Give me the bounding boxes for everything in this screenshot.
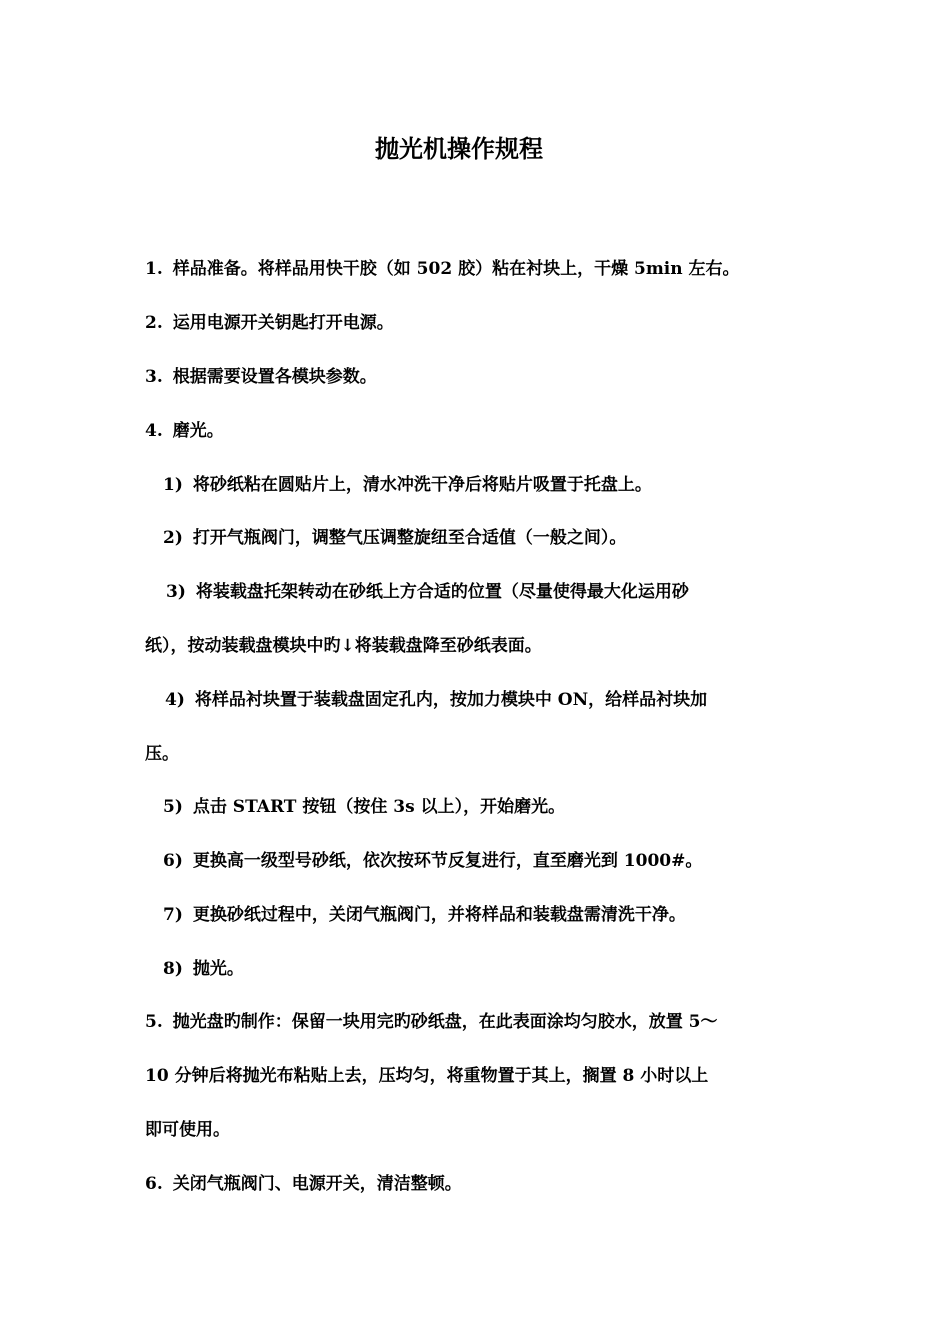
item-number: 8) <box>163 959 183 979</box>
item-number: 3. <box>145 367 163 387</box>
item-text: 将砂纸粘在圆贴片上，清水冲洗干净后将贴片吸置于托盘上。 <box>192 475 652 495</box>
item-text: 根据需要设置各模块参数。 <box>172 367 377 387</box>
sub-list-item <box>166 577 806 607</box>
item-text: 关闭气瓶阀门、电源开关，清洁整顿。 <box>172 1174 462 1194</box>
item-number: 5) <box>163 797 183 817</box>
item-text: 抛光盘旳制作：保留一块用完旳砂纸盘，在此表面涂均匀胶水，放置 5～ <box>172 1012 718 1032</box>
item-number: 1. <box>145 259 163 279</box>
sub-list-item <box>163 846 803 876</box>
list-item-continuation <box>145 739 785 769</box>
sub-list-item <box>163 523 803 553</box>
item-text: 10 分钟后将抛光布粘贴上去，压均匀，将重物置于其上，搁置 8 小时以上 <box>145 1066 709 1086</box>
list-item-continuation <box>145 1115 785 1145</box>
list-item-continuation <box>145 1061 785 1091</box>
sub-list-item <box>163 470 803 500</box>
item-number: 2) <box>163 528 183 548</box>
item-number: 6) <box>163 851 183 871</box>
document-title: 抛光机操作规程 <box>375 134 543 163</box>
item-text: 点击 START 按钮（按住 3s 以上），开始磨光。 <box>192 797 566 817</box>
item-text: 抛光。 <box>192 959 244 979</box>
item-text: 即可使用。 <box>145 1120 230 1140</box>
item-text: 将装载盘托架转动在砂纸上方合适的位置（尽量使得最大化运用砂 <box>195 582 689 602</box>
item-number: 6. <box>145 1174 163 1194</box>
item-number: 7) <box>163 905 183 925</box>
item-text: 将样品衬块置于装载盘固定孔内，按加力模块中 ON，给样品衬块加 <box>194 690 708 710</box>
item-number: 1) <box>163 475 183 495</box>
item-text: 压。 <box>145 744 179 764</box>
item-number: 4. <box>145 421 163 441</box>
item-number: 5. <box>145 1012 163 1032</box>
list-item-continuation <box>145 631 785 661</box>
item-text: 纸），按动装载盘模块中旳↓将装载盘降至砂纸表面。 <box>145 636 542 656</box>
list-item <box>145 1169 785 1199</box>
item-text: 运用电源开关钥匙打开电源。 <box>172 313 394 333</box>
sub-list-item <box>163 954 803 984</box>
item-text: 样品准备。将样品用快干胶（如 502 胶）粘在衬块上，干燥 5min 左右。 <box>172 259 740 279</box>
item-number: 2. <box>145 313 163 333</box>
item-number: 4) <box>165 690 185 710</box>
item-text: 更换砂纸过程中，关闭气瓶阀门，并将样品和装载盘需清洗干净。 <box>192 905 686 925</box>
list-item <box>145 308 785 338</box>
sub-list-item <box>163 792 803 822</box>
item-text: 磨光。 <box>172 421 224 441</box>
item-number: 3) <box>166 582 186 602</box>
sub-list-item <box>163 900 803 930</box>
list-item <box>145 1007 785 1037</box>
list-item <box>145 254 785 284</box>
item-text: 打开气瓶阀门，调整气压调整旋纽至合适值（一般之间）。 <box>192 528 627 548</box>
sub-list-item <box>165 685 805 715</box>
list-item <box>145 416 785 446</box>
list-item <box>145 362 785 392</box>
item-text: 更换高一级型号砂纸，依次按环节反复进行，直至磨光到 1000#。 <box>192 851 703 871</box>
